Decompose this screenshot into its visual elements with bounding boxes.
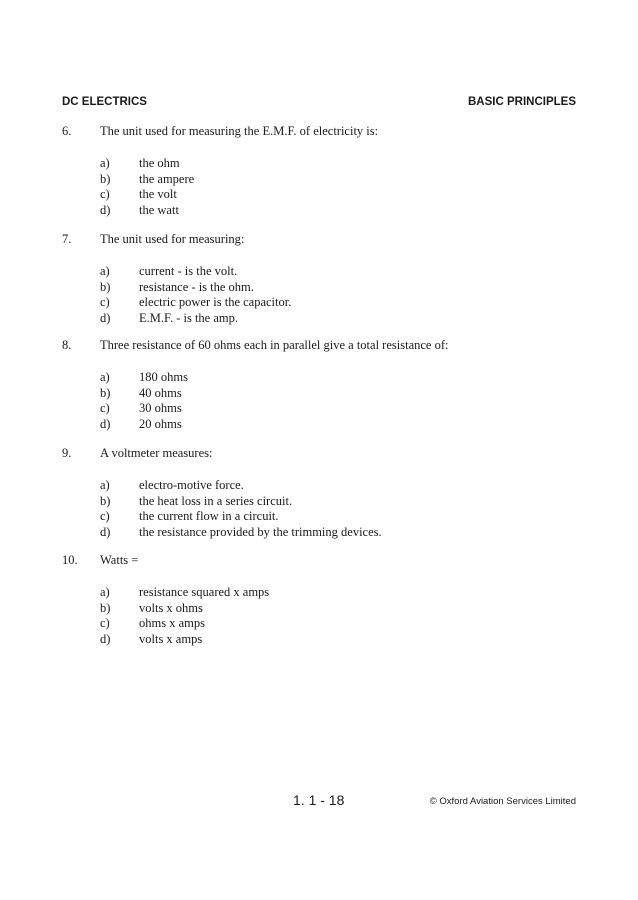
- question-number: 9.: [62, 446, 72, 460]
- option-text: 30 ohms: [139, 401, 182, 415]
- section-title: DC ELECTRICS: [62, 96, 147, 108]
- option-text: 180 ohms: [139, 370, 188, 384]
- option-text: current - is the volt.: [139, 264, 238, 278]
- option-text: electric power is the capacitor.: [139, 295, 292, 309]
- option-letter: b): [100, 600, 111, 615]
- option-letter: b): [100, 493, 111, 508]
- option-letter: d): [100, 631, 111, 646]
- option-letter: c): [100, 295, 110, 309]
- page-number: 1. 1 - 18: [293, 792, 345, 808]
- question-text: The unit used for measuring the E.M.F. of electricity is:: [100, 124, 379, 138]
- copyright-notice: © Oxford Aviation Services Limited: [429, 796, 576, 807]
- option-letter: a): [100, 585, 110, 599]
- option-letter: a): [100, 478, 110, 492]
- option-text: volts x ohms: [139, 600, 203, 615]
- option-text: the ampere: [139, 171, 195, 186]
- option-letter: d): [100, 416, 111, 431]
- question-number: 6.: [62, 124, 72, 138]
- question-number: 8.: [62, 338, 72, 352]
- option-letter: c): [100, 616, 110, 630]
- question-text: Three resistance of 60 ohms each in parallel give a total resistance of:: [100, 338, 449, 352]
- option-text: the heat loss in a series circuit.: [139, 493, 293, 508]
- option-letter: c): [100, 187, 110, 201]
- option-letter: a): [100, 370, 110, 384]
- option-text: the resistance provided by the trimming devices.: [139, 524, 382, 539]
- question-text: Watts =: [100, 553, 139, 567]
- question-number: 10.: [62, 553, 78, 567]
- option-text: resistance squared x amps: [139, 585, 270, 599]
- option-text: the volt: [139, 187, 177, 201]
- option-letter: d): [100, 524, 111, 539]
- option-letter: d): [100, 310, 111, 325]
- option-letter: c): [100, 509, 110, 523]
- option-text: the watt: [139, 202, 179, 217]
- option-letter: a): [100, 156, 110, 170]
- option-letter: c): [100, 401, 110, 415]
- option-text: volts x amps: [139, 631, 203, 646]
- question-text: A voltmeter measures:: [100, 446, 213, 460]
- option-letter: b): [100, 279, 111, 294]
- question-number: 7.: [62, 232, 72, 246]
- option-text: 20 ohms: [139, 416, 182, 431]
- option-letter: b): [100, 171, 111, 186]
- option-text: electro-motive force.: [139, 478, 244, 492]
- option-letter: b): [100, 385, 111, 400]
- option-text: E.M.F. - is the amp.: [139, 310, 238, 325]
- option-text: the ohm: [139, 156, 180, 170]
- chapter-title: BASIC PRINCIPLES: [468, 96, 576, 108]
- option-text: resistance - is the ohm.: [139, 279, 254, 294]
- question-text: The unit used for measuring:: [100, 232, 245, 246]
- option-text: the current flow in a circuit.: [139, 509, 279, 523]
- option-text: ohms x amps: [139, 616, 205, 630]
- option-letter: a): [100, 264, 110, 278]
- option-text: 40 ohms: [139, 385, 182, 400]
- option-letter: d): [100, 202, 111, 217]
